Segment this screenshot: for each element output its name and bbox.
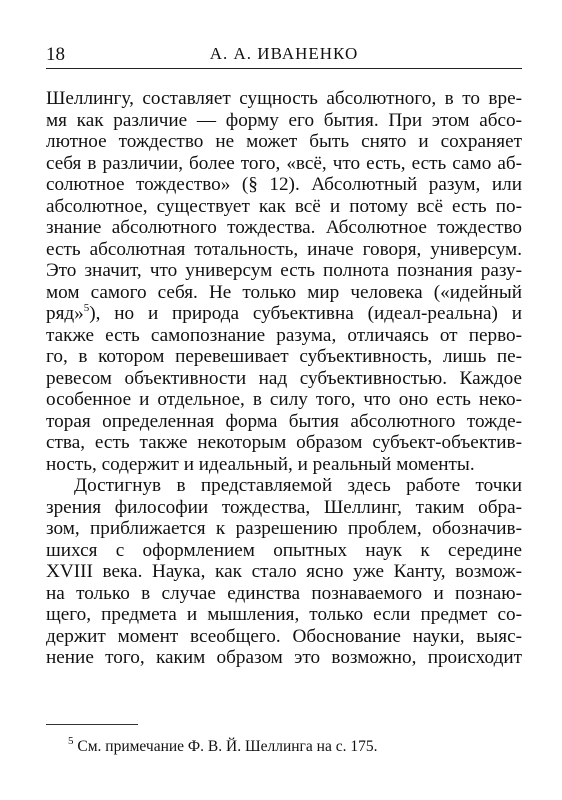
text-line: мя как различие — форму его бытия. При этом абсо-	[46, 109, 522, 131]
text-line: зом, приближается к разрешению проблем, обозначив-	[46, 518, 522, 539]
text-line-with-footnote-ref	[46, 303, 522, 325]
text-line: мом самого себя. Не только мир человека («идейный	[46, 281, 522, 303]
text-line: лютное тождество не может быть снято и сохраняет	[46, 131, 522, 152]
text-line: абсолютное, существует как всё и потому всё есть по-	[46, 195, 522, 217]
text-line: шихся с оформлением опытных наук к середине	[46, 539, 522, 561]
footnote-marker: 5	[68, 734, 74, 747]
footnote-divider	[46, 724, 138, 725]
text-line: ность, содержит и идеальный, и реальный моменты.	[46, 453, 475, 475]
footnote-reference[interactable]: 5	[83, 303, 90, 314]
text-line: также есть самопознание разума, отличаясь от перво-	[46, 324, 522, 346]
page-number: 18	[46, 44, 65, 65]
line-text-tail: ), но и природа субъективна (идеал-реальна) и	[89, 303, 522, 324]
text-line: знание абсолютного тождества. Абсолютное тождество	[46, 217, 522, 238]
text-line: го, в котором перевешивает субъективность, лишь пе-	[46, 346, 522, 367]
text-line: солютное тождество» (§ 12). Абсолютный разум, или	[46, 174, 522, 195]
text-line: зрения философии тождества, Шеллинг, таким обра-	[46, 496, 522, 518]
text-line: щего, предмета и мышления, только если предмет со-	[46, 604, 522, 625]
text-line: на только в случае единства познаваемого и познаю-	[46, 582, 522, 604]
text-line: Шеллингу, составляет сущность абсолютного, в то вре-	[46, 88, 522, 109]
running-head: А. А. ИВАНЕНКО	[209, 44, 359, 63]
footnote-text: См. примечание Ф. В. Й. Шеллинга на с. 175.	[73, 738, 378, 755]
line-text: ряд»	[46, 303, 84, 324]
text-line: ревесом объективности над субъективностью. Каждое	[46, 367, 522, 389]
text-line: XVIII века. Наука, как стало ясно уже Канту, возмож-	[46, 561, 522, 582]
text-line: нение того, каким образом это возможно, происходит	[46, 647, 522, 668]
text-line: торая определенная форма бытия абсолютного тожде-	[46, 410, 522, 432]
text-line: Это значит, что универсум есть полнота познания разу-	[46, 260, 522, 281]
text-line: ства, есть также некоторым образом субъект-объектив-	[46, 432, 522, 453]
text-line: Достигнув в представляемой здесь работе точки	[74, 475, 522, 496]
text-line: особенное и отдельное, в силу того, что оно есть неко-	[46, 389, 522, 410]
text-line: держит момент всеобщего. Обоснование науки, выяс-	[46, 625, 522, 647]
page-header	[46, 42, 522, 69]
text-line: себя в различии, более того, «всё, что есть, есть само аб-	[46, 152, 522, 174]
body-text	[46, 88, 522, 669]
footnote	[68, 734, 378, 756]
text-line: есть абсолютная тотальность, иначе говоря, универсум.	[46, 238, 522, 260]
